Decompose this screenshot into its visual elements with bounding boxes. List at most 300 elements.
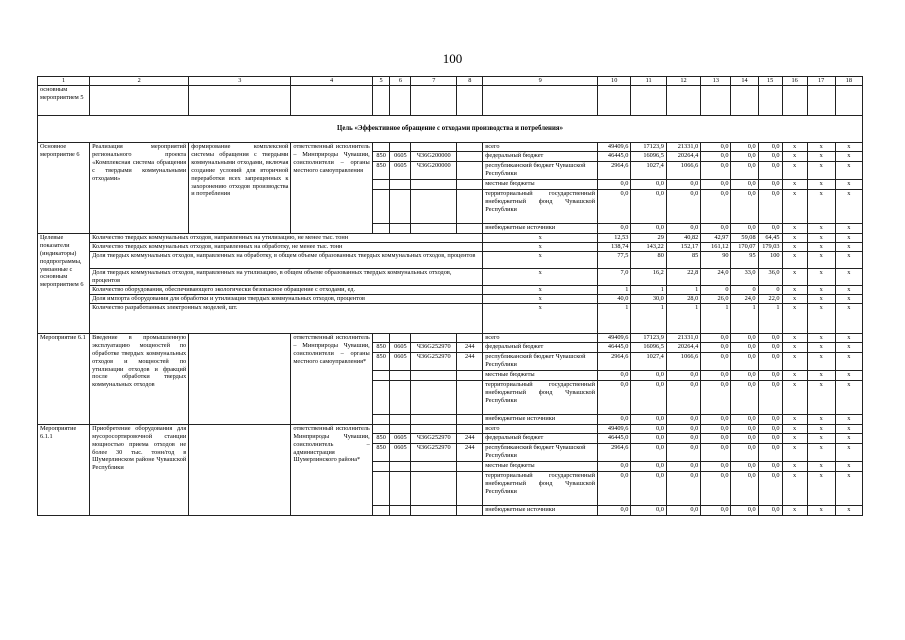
amount-cell: 0,0 [758,414,782,424]
indicator-value: 1 [598,303,631,333]
amount-cell: 0,0 [731,189,758,223]
code-grbs: 850 [372,443,390,461]
table-cell [372,86,390,116]
indicator-value: x [835,242,862,251]
code-grbs: 850 [372,151,390,161]
table-cell [372,189,390,223]
table-cell [457,333,483,342]
column-number: 15 [758,77,782,86]
amount-cell: 0,0 [598,471,631,505]
code-grbs: 850 [372,161,390,179]
indicator-name: Количество разработанных электронных моделей, шт. [90,303,483,333]
amount-cell: x [782,143,807,152]
amount-cell: 16096,5 [631,342,666,352]
amount-cell: x [835,433,862,443]
table-cell [457,505,483,515]
indicator-value: 22,0 [758,294,782,303]
table-cell [372,143,390,152]
table-cell [457,471,483,505]
table-cell [372,461,390,471]
table-cell [411,370,457,380]
amount-cell: 0,0 [731,424,758,433]
indicator-value: x [782,285,807,294]
amount-cell: 0,0 [701,461,731,471]
amount-cell: 0,0 [731,352,758,370]
amount-cell: x [807,342,835,352]
table-cell [372,471,390,505]
amount-cell: x [807,179,835,189]
amount-cell: 20264,4 [666,151,700,161]
amount-cell: x [835,161,862,179]
table-cell [390,424,411,433]
amount-cell: 0,0 [731,161,758,179]
indicator-value: 152,17 [666,242,700,251]
table-cell [731,86,758,116]
indicator-value: x [835,251,862,268]
indicator-value: 26,0 [701,294,731,303]
amount-cell: 0,0 [631,424,666,433]
indicator-value: 33,0 [731,268,758,285]
amount-cell: x [782,380,807,414]
code-vr: 244 [457,342,483,352]
event-name: Введение в промышленную эксплуатацию мощностей по обработке твердых коммунальных отходов и мощностей по утилизации отходов и фракций после обработки твердых коммунальных отходов [90,333,189,424]
table-cell [411,461,457,471]
code-rz: 0605 [390,161,411,179]
table-cell [411,223,457,233]
table-cell [457,414,483,424]
indicator-value: 85 [666,251,700,268]
indicator-value: 143,22 [631,242,666,251]
indicator-row [38,233,863,242]
amount-cell: 0,0 [666,424,700,433]
column-number: 6 [390,77,411,86]
amount-cell: 0,0 [666,179,700,189]
amount-cell: 0,0 [631,380,666,414]
indicator-mark: x [483,233,598,242]
table-cell [411,505,457,515]
indicator-value: 1 [701,303,731,333]
event-goal: формирование комплексной системы обращения с твердыми коммунальными отходами, включая создание условий для вторичной переработки всех запрещенных к захоронению отходов производства и потребления [189,143,291,234]
amount-cell: x [782,471,807,505]
amount-cell: 0,0 [701,161,731,179]
amount-cell: 0,0 [631,189,666,223]
amount-cell: 0,0 [701,151,731,161]
indicator-value: 22,8 [666,268,700,285]
amount-cell: 0,0 [731,370,758,380]
column-number: 3 [189,77,291,86]
amount-cell: 20264,4 [666,342,700,352]
indicator-value: x [807,233,835,242]
amount-cell: 17123,9 [631,333,666,342]
amount-cell: 21331,0 [666,333,700,342]
column-number: 17 [807,77,835,86]
indicator-value: 59,08 [731,233,758,242]
funding-source: внебюджетные источники [483,414,598,424]
indicator-mark: x [483,268,598,285]
code-rz: 0605 [390,433,411,443]
amount-cell: x [835,414,862,424]
amount-cell: 0,0 [758,333,782,342]
amount-cell: 0,0 [758,433,782,443]
amount-cell: x [807,223,835,233]
indicator-value: 90 [701,251,731,268]
amount-cell: 0,0 [701,433,731,443]
table-cell [782,86,807,116]
code-vr: 244 [457,443,483,461]
amount-cell: 0,0 [758,505,782,515]
amount-cell: 0,0 [701,424,731,433]
table-cell [457,189,483,223]
table-cell [390,143,411,152]
amount-cell: 0,0 [701,443,731,461]
amount-cell: x [807,471,835,505]
amount-cell: 0,0 [701,223,731,233]
amount-cell: x [782,161,807,179]
indicator-name: Доля импорта оборудования для обработки и утилизации твердых коммунальных отходов, процентов [90,294,483,303]
funding-source: местные бюджеты [483,179,598,189]
column-number: 9 [483,77,598,86]
indicator-value: 1 [666,303,700,333]
column-number: 8 [457,77,483,86]
code-grbs: 850 [372,342,390,352]
amount-cell: 0,0 [598,505,631,515]
indicator-value: 28,0 [666,294,700,303]
table-cell [457,370,483,380]
indicator-value: 161,12 [701,242,731,251]
table-cell [390,414,411,424]
indicator-value: 179,03 [758,242,782,251]
amount-cell: 1027,4 [631,352,666,370]
table-cell [390,333,411,342]
table-cell [411,414,457,424]
funding-source: местные бюджеты [483,370,598,380]
amount-cell: 0,0 [701,342,731,352]
code-csr: Ч36G200000 [411,161,457,179]
indicator-value: 100 [758,251,782,268]
amount-cell: 49409,6 [598,143,631,152]
amount-cell: x [835,380,862,414]
table-cell [457,179,483,189]
table-cell [390,179,411,189]
amount-cell: 2964,6 [598,161,631,179]
amount-cell: 0,0 [731,380,758,414]
indicator-value: x [782,233,807,242]
table-cell [457,86,483,116]
indicator-name: Количество оборудования, обеспечивающего экологически безопасное обращение с отходами, ед. [90,285,483,294]
indicators-label: Целевые показатели (индикаторы) подпрограммы, увязанные с основным мероприятием 6 [38,233,90,333]
amount-cell: x [782,461,807,471]
amount-cell: 17123,9 [631,143,666,152]
event-executor: ответственный исполнитель Минприроды Чувашии, соисполнитель – администрация Шумерлинского района* [291,424,372,515]
indicator-mark: x [483,303,598,333]
amount-cell: 0,0 [758,461,782,471]
indicator-name: Доля твердых коммунальных отходов, направленных на утилизацию, в общем объеме образованных твердых коммунальных отходов, процентов [90,268,483,285]
amount-cell: 0,0 [758,151,782,161]
amount-cell: x [782,151,807,161]
amount-cell: 0,0 [701,505,731,515]
code-vr: 244 [457,433,483,443]
amount-cell: 0,0 [598,380,631,414]
indicator-value: 1 [631,285,666,294]
funding-source: внебюджетные источники [483,505,598,515]
indicator-row [38,303,863,333]
amount-cell: 0,0 [758,189,782,223]
indicator-value: 64,45 [758,233,782,242]
indicator-row [38,242,863,251]
amount-cell: 0,0 [666,189,700,223]
table-cell [631,86,666,116]
amount-cell: 1066,6 [666,352,700,370]
table-cell [390,505,411,515]
indicator-value: 12,53 [598,233,631,242]
table-cell [90,86,189,116]
table-cell [372,414,390,424]
table-cell [457,223,483,233]
column-number: 5 [372,77,390,86]
funding-row [38,143,863,152]
column-number: 12 [666,77,700,86]
amount-cell: x [807,189,835,223]
indicator-value: x [835,294,862,303]
table-cell [189,86,291,116]
amount-cell: 0,0 [666,471,700,505]
funding-source: всего [483,333,598,342]
indicator-value: 95 [731,251,758,268]
event-label: Мероприятие 6.1 [38,333,90,424]
amount-cell: x [807,380,835,414]
indicator-mark: x [483,251,598,268]
table-cell [483,86,598,116]
code-rz: 0605 [390,342,411,352]
amount-cell: 0,0 [758,179,782,189]
table-cell [457,424,483,433]
code-rz: 0605 [390,443,411,461]
funding-source: федеральный бюджет [483,342,598,352]
amount-cell: 0,0 [631,370,666,380]
event-label: основным мероприятием 5 [38,86,90,116]
code-vr: 244 [457,352,483,370]
amount-cell: x [835,505,862,515]
indicator-value: 24,0 [701,268,731,285]
amount-cell: 0,0 [631,414,666,424]
amount-cell: 0,0 [731,505,758,515]
amount-cell: 0,0 [758,443,782,461]
code-vr [457,161,483,179]
amount-cell: 0,0 [666,380,700,414]
indicator-row [38,268,863,285]
funding-source: республиканский бюджет Чувашской Республики [483,352,598,370]
column-number: 11 [631,77,666,86]
amount-cell: 0,0 [701,143,731,152]
indicator-name: Количество твердых коммунальных отходов, направленных на утилизацию, не менее тыс. тонн [90,233,483,242]
amount-cell: x [835,151,862,161]
amount-cell: x [835,223,862,233]
amount-cell: x [782,414,807,424]
amount-cell: 0,0 [631,461,666,471]
amount-cell: 0,0 [701,333,731,342]
indicator-value: x [807,251,835,268]
indicator-value: 1 [598,285,631,294]
indicator-value: 16,2 [631,268,666,285]
indicator-value: 0 [701,285,731,294]
amount-cell: 46445,0 [598,433,631,443]
indicator-value: 29 [631,233,666,242]
amount-cell: 0,0 [701,414,731,424]
table-cell [372,370,390,380]
column-number: 18 [835,77,862,86]
code-csr: Ч36G252970 [411,342,457,352]
funding-source: местные бюджеты [483,461,598,471]
column-number: 1 [38,77,90,86]
table-cell [390,223,411,233]
amount-cell: x [835,179,862,189]
amount-cell: 0,0 [666,414,700,424]
amount-cell: 0,0 [666,443,700,461]
code-grbs: 850 [372,352,390,370]
indicator-value: x [782,242,807,251]
table-cell [457,380,483,414]
funding-row [38,333,863,342]
indicator-value: x [835,268,862,285]
funding-source: республиканский бюджет Чувашской Республики [483,161,598,179]
indicator-mark: x [483,285,598,294]
amount-cell: x [782,433,807,443]
table-cell [372,380,390,414]
table-cell [666,86,700,116]
amount-cell: 0,0 [598,189,631,223]
funding-source: территориальный государственный внебюджетный фонд Чувашской Республики [483,380,598,414]
indicator-value: 1 [666,285,700,294]
amount-cell: 0,0 [631,471,666,505]
table-cell [390,461,411,471]
amount-cell: 0,0 [731,151,758,161]
amount-cell: 2964,6 [598,352,631,370]
table-cell [411,143,457,152]
amount-cell: x [835,333,862,342]
amount-cell: x [782,223,807,233]
indicator-mark: x [483,294,598,303]
table-cell [807,86,835,116]
indicator-value: 0 [731,285,758,294]
indicator-value: 1 [631,303,666,333]
indicator-value: 77,5 [598,251,631,268]
amount-cell: x [835,443,862,461]
table-cell [411,333,457,342]
table-cell [411,86,457,116]
amount-cell: x [835,352,862,370]
funding-source: всего [483,143,598,152]
column-number: 13 [701,77,731,86]
amount-cell: x [835,143,862,152]
table-cell [411,380,457,414]
amount-cell: 2964,6 [598,443,631,461]
amount-cell: x [835,370,862,380]
amount-cell: 0,0 [758,471,782,505]
amount-cell: 1066,6 [666,161,700,179]
amount-cell: 0,0 [666,433,700,443]
column-number: 14 [731,77,758,86]
table-cell [291,86,372,116]
column-number: 10 [598,77,631,86]
amount-cell: 49409,6 [598,424,631,433]
table-cell [372,505,390,515]
amount-cell: 0,0 [758,370,782,380]
amount-cell: 0,0 [731,179,758,189]
amount-cell: 0,0 [666,505,700,515]
indicator-value: 0 [758,285,782,294]
indicator-value: x [835,303,862,333]
amount-cell: 0,0 [631,179,666,189]
column-number: 16 [782,77,807,86]
amount-cell: x [782,189,807,223]
amount-cell: x [782,443,807,461]
table-cell [701,86,731,116]
indicator-row [38,285,863,294]
amount-cell: 0,0 [758,352,782,370]
amount-cell: 0,0 [701,471,731,505]
indicator-value: 30,0 [631,294,666,303]
header-row [38,77,863,86]
amount-cell: 0,0 [598,414,631,424]
amount-cell: x [807,161,835,179]
amount-cell: x [807,333,835,342]
code-rz: 0605 [390,151,411,161]
funding-source: федеральный бюджет [483,151,598,161]
event-executor: ответственный исполнитель – Минприроды Чувашии, соисполнители – органы местного самоуправления* [291,333,372,424]
indicator-value: 7,0 [598,268,631,285]
indicator-value: x [782,303,807,333]
indicator-row [38,251,863,268]
code-csr: Ч36G200000 [411,151,457,161]
amount-cell: 0,0 [731,471,758,505]
amount-cell: 49409,6 [598,333,631,342]
table-cell [390,189,411,223]
amount-cell: x [807,370,835,380]
table-cell [411,424,457,433]
indicator-value: x [807,242,835,251]
event-goal [189,333,291,424]
amount-cell: x [807,443,835,461]
indicator-name: Доля твердых коммунальных отходов, направленных на обработку, в общем объеме образованных твердых коммунальных отходов, процентов [90,251,483,268]
event-name: Реализация мероприятий регионального проекта «Комплексная система обращения с твердыми коммунальными отходами» [90,143,189,234]
amount-cell: 0,0 [631,433,666,443]
event-goal [189,424,291,515]
table-cell [390,370,411,380]
amount-cell: 0,0 [598,370,631,380]
amount-cell: x [782,352,807,370]
amount-cell: 0,0 [731,414,758,424]
amount-cell: 0,0 [666,370,700,380]
amount-cell: 0,0 [731,342,758,352]
table-cell [457,461,483,471]
indicator-value: 40,0 [598,294,631,303]
indicator-value: x [782,294,807,303]
indicator-value: x [807,303,835,333]
goal-title: Цель «Эффективное обращение с отходами производства и потребления» [38,116,863,143]
amount-cell: 0,0 [701,352,731,370]
indicator-value: 24,0 [731,294,758,303]
indicator-value: 80 [631,251,666,268]
amount-cell: x [835,189,862,223]
amount-cell: x [835,471,862,505]
funding-row [38,424,863,433]
funding-source: внебюджетные источники [483,223,598,233]
amount-cell: x [835,342,862,352]
amount-cell: x [782,370,807,380]
indicator-value: 36,0 [758,268,782,285]
amount-cell: 0,0 [631,505,666,515]
program-table [37,76,863,516]
